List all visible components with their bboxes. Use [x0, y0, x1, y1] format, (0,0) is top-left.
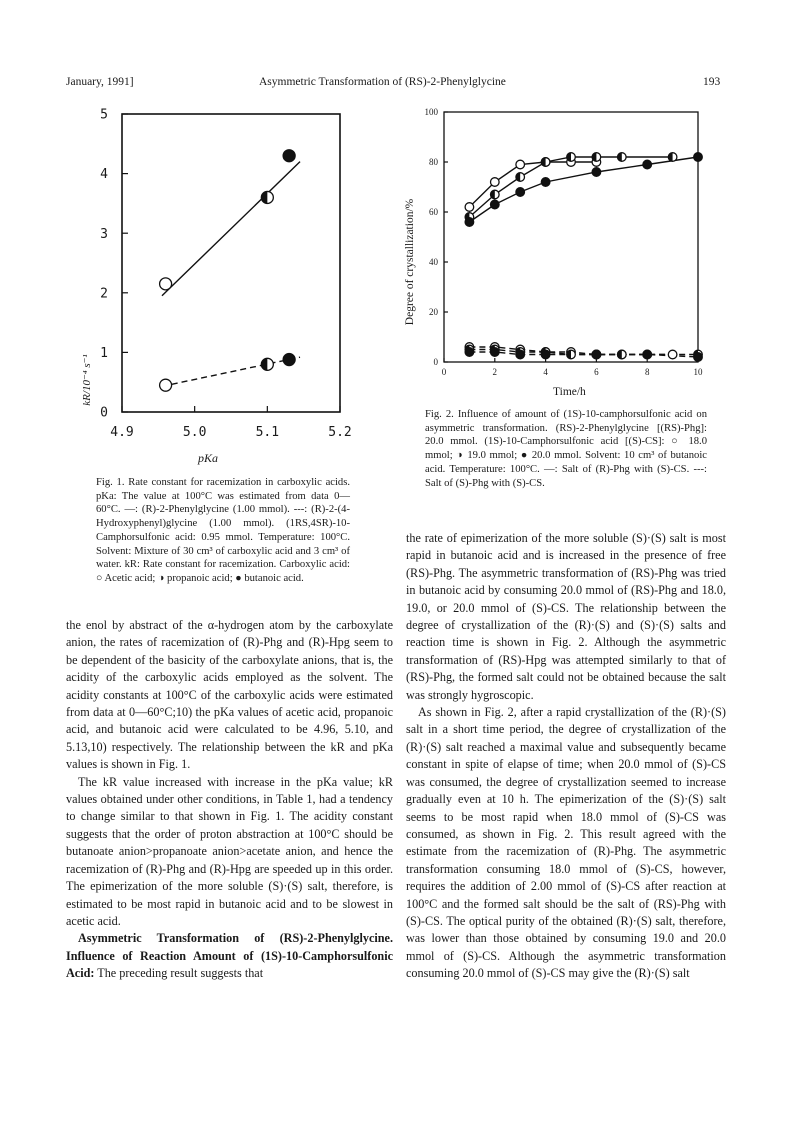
fig2-series-5-point — [694, 353, 703, 362]
left-column — [66, 617, 393, 983]
fig1-ytick-label: 5 — [100, 107, 108, 123]
fig2-series-5-point — [592, 350, 601, 359]
fig2-series-2-point — [465, 218, 474, 227]
left-paragraph-3-text: The preceding result suggests that — [97, 966, 264, 981]
fig2-series-5-point — [516, 350, 525, 359]
fig1-caption-text: Rate constant for racemization in carboxylic acids. pKa: The value at 100°C was estimated from data 0—60°C. —: (R)-2-Phenylglycine (1.00 mmol). ---: (R)-2-(4-Hydroxyphenyl)glycine (1.00 mmol). (1RS,4SR)-10-Camphorsulfonic acid: 0.95 mmol. Temperature: 100°C. Solvent: Mixture of 30 cm³ of carboxylic acid and 3 cm³ of water. kR: Rate constant for racemization. Carboxylic acid: ○ Acetic acid; ◑ propanoic acid; ● butanoic acid. — [96, 477, 350, 584]
fig1-series-1-line — [162, 357, 300, 386]
fig1-series-0-point — [261, 191, 273, 203]
page-number: 193 — [703, 76, 721, 88]
fig2-series-4-point — [567, 350, 576, 359]
fig2-series-5-point — [643, 350, 652, 359]
fig2-series-4-point — [618, 350, 627, 359]
running-header-title: Asymmetric Transformation of (RS)-2-Phenylglycine — [259, 76, 506, 88]
fig2-ytick-label: 80 — [429, 157, 438, 168]
fig2-series-2-line — [469, 157, 698, 222]
figure-1-rate-constant-plot — [60, 100, 380, 470]
fig2-series-2-point — [491, 200, 500, 209]
fig1-ytick-label: 4 — [100, 167, 108, 183]
fig2-series-1-point — [567, 153, 576, 162]
left-paragraph-3 — [66, 930, 393, 982]
left-paragraph-2: The kR value increased with increase in the pKa value; kR values obtained under other conditions, in Table 1, had a tendency to change similar to that shown in Fig. 1. The acidity constant suggests that the order of proton abstraction at 100°C should be butanoate anion>propanoate anion>acetate anion, and hence the racemization of (R)-Phg and (R)-Hpg are speeded up in this order. The epimerization of the more soluble (S)·(S) salt, therefore, is estimated to be most rapid in butanoic acid and to be slowest in acetic acid. — [66, 774, 393, 928]
fig1-series-0-point — [283, 150, 295, 162]
fig2-caption-text: Influence of amount of (1S)-10-camphorsulfonic acid on asymmetric transformation. (RS)-2-Phenylglycine [(RS)-Phg]: 20.0 mmol. (1S)-10-Camphorsulfonic acid [(S)-CS]: ○ 18.0 mmol; ◑ 19.0 mmol; ● 20.0 mmol. Solvent: 10 cm³ of butanoic acid. Temperature: 100°C. —: Salt of (R)-Phg with (S)-CS. ---: Salt of (S)-Phg with (S)-CS. — [425, 409, 708, 489]
fig1-series-1-point — [283, 354, 295, 366]
fig1-ytick-label: 3 — [100, 226, 108, 242]
fig1-series-1-point — [160, 379, 172, 391]
fig2-series-0-point — [491, 178, 500, 187]
fig2-xtick-label: 4 — [543, 367, 548, 377]
fig1-series-0-point — [160, 278, 172, 290]
fig1-ytick-label: 0 — [100, 405, 108, 421]
fig2-ytick-label: 60 — [429, 207, 438, 218]
running-header-left: January, 1991] — [66, 76, 134, 88]
fig2-caption — [425, 408, 707, 490]
fig2-frame — [444, 112, 698, 362]
fig2-series-0-point — [465, 203, 474, 212]
fig2-series-5-point — [465, 348, 474, 357]
fig2-series-2-point — [694, 153, 703, 162]
fig1-xtick-label: 5.0 — [182, 425, 207, 440]
fig2-series-0-point — [516, 160, 525, 169]
fig1-caption — [96, 476, 350, 586]
fig2-series-1-point — [592, 153, 601, 162]
fig1-ytick-label: 2 — [100, 286, 108, 302]
fig1-xtick-label: 5.2 — [328, 425, 352, 440]
figure-2-crystallization-plot — [396, 100, 726, 400]
fig2-xtick-label: 6 — [594, 367, 599, 377]
fig2-series-3-point — [668, 350, 677, 359]
fig2-series-5-point — [491, 348, 500, 357]
fig2-series-2-point — [541, 178, 550, 187]
fig2-ytick-label: 100 — [424, 107, 438, 118]
fig1-caption-title: Fig. 1. — [96, 477, 125, 488]
fig2-y-axis-label: Degree of crystallization/% — [404, 198, 416, 326]
fig2-series-1-point — [516, 173, 525, 182]
right-paragraph-1: the rate of epimerization of the more soluble (S)·(S) salt is most rapid in butanoic acid and is increased in the presence of free (RS)-Phg. The asymmetric transformation of (RS)-Phg was tried in butanoic acid by consuming 20.0 mmol of (RS)-Phg and 18.0, 19.0, or 20.0 mmol of (S)-CS. The relationship between the degree of crystallization of the (R)·(S) and (S)·(S) salts and reaction time is shown in Fig. 2. Although the asymmetric transformation of (RS)-Hpg was attempted similarly to that of (RS)-Phg, the formed salt could not be obtained because the salt was strongly hygroscopic. — [406, 531, 726, 702]
fig2-ytick-label: 0 — [433, 357, 438, 368]
fig2-series-1-point — [491, 190, 500, 199]
fig2-series-2-point — [516, 188, 525, 197]
fig1-series-0-line — [162, 162, 300, 296]
fig1-ytick-label: 1 — [100, 345, 108, 361]
fig1-x-axis-label: pKa — [197, 451, 219, 465]
section-heading: Asymmetric Transformation of (RS)-2-Phenylglycine. Influence of Reaction Amount of (1S)-10-Camphorsulfonic Acid: — [66, 931, 393, 981]
fig2-series-1-point — [668, 153, 677, 162]
fig2-ytick-label: 20 — [429, 307, 438, 318]
fig2-caption-title: Fig. 2. — [425, 409, 454, 420]
fig2-series-2-point — [592, 168, 601, 177]
fig1-frame — [122, 114, 340, 412]
left-paragraph-1: the enol by abstract of the α-hydrogen atom by the carboxylate anion, the rates of racemization of (R)-Phg and (R)-Hpg seem to be dependent of the basicity of the carboxylate anions, that is, the acidity of the carboxylic acids employed as the solvent. The acidity constants at 100°C of the carboxylic acids were estimated from data at 0—60°C;10) the pKa values of acetic acid, propanoic acid, and butanoic acid were calculated to be 4.96, 5.10, and 5.13,10) respectively. The relationship between the kR and pKa values is shown in Fig. 1. — [66, 618, 393, 772]
fig2-series-5-point — [541, 350, 550, 359]
fig2-series-1-point — [541, 158, 550, 167]
fig1-xtick-label: 4.9 — [110, 425, 134, 440]
fig2-series-1-point — [618, 153, 627, 162]
fig2-x-axis-label: Time/h — [553, 386, 586, 398]
fig1-series-1-point — [261, 358, 273, 370]
fig2-series-2-point — [643, 160, 652, 169]
fig1-xtick-label: 5.1 — [255, 425, 280, 440]
fig2-xtick-label: 2 — [492, 367, 498, 377]
fig2-xtick-label: 0 — [441, 367, 447, 377]
right-column — [406, 530, 726, 983]
fig2-xtick-label: 8 — [644, 367, 650, 377]
fig2-ytick-label: 40 — [429, 257, 438, 268]
fig1-y-axis-label: kR/10⁻⁴ s⁻¹ — [81, 354, 93, 406]
fig2-xtick-label: 10 — [693, 367, 703, 377]
right-paragraph-2: As shown in Fig. 2, after a rapid crystallization of the (R)·(S) salt in a short time period, the degree of crystallization of the (R)·(S) salt reached a maximal value and subsequently became constant in spite of elapse of time; when 20.0 mmol of (S)-CS was consumed, the degree of crystallization seemed to increase gradually even at 10 h. The epimerization of the (S)·(S) salt seems to be most rapid when 18.0 mmol of (S)-CS was consumed, as shown in Fig. 2. This result agreed with the estimate from the racemization of (R)-Phg. The asymmetric transformation consuming 18.0 mmol of (S)-CS, however, requires the addition of 2.00 mmol of (S)-CS after reaction at 100°C and the formed salt should be the salt of (RS)-Phg with (S)-CS. The optical purity of the obtained (R)·(S) salt, therefore, was lower than those obtained by consuming 19.0 and 20.0 mmol of (S)-CS. Although the asymmetric transformation consuming 20.0 mmol of (S)-CS may give the (R)·(S) salt — [406, 705, 726, 981]
